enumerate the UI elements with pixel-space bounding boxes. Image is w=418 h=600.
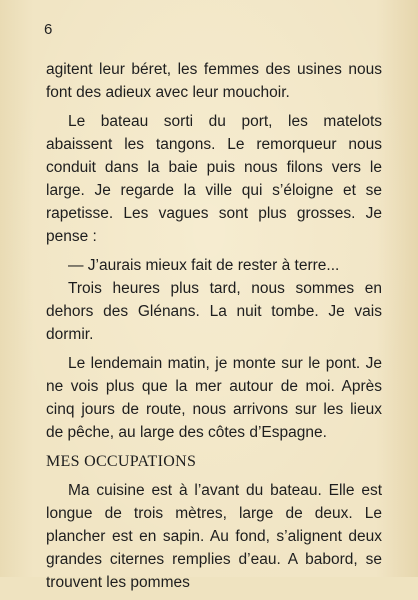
paragraph-continuation: agitent leur béret, les femmes des usines nous font des adieux avec leur mouchoir. [46,61,382,101]
section-heading: MES OCCUPATIONS [46,453,197,470]
body-text [46,58,382,600]
paragraph-glenans: Trois heures plus tard, nous sommes en dehors des Glénans. La nuit tombe. Je vais dormir. [46,280,382,343]
paragraph-next-morning: Le lendemain matin, je monte sur le pont. Je ne vois plus que la mer autour de moi. Après cinq jours de route, nous arrivons sur les lieux de pêche, au large des côtes d’Espagne. [46,355,382,441]
page-number: 6 [44,21,53,38]
paragraph-kitchen: Ma cuisine est à l’avant du bateau. Elle est longue de trois mètres, large de deux. Le plancher est en sapin. Au fond, s’alignent deux grandes citernes remplies d’eau. A babord, se trouvent les pommes [46,482,382,591]
paragraph-departure: Le bateau sorti du port, les matelots abaissent les tangons. Le remorqueur nous conduit dans la baie puis nous filons vers le large. Je regarde la ville qui s’éloigne et se rapetisse. Les vagues sont plus grosses. Je pense : [46,113,382,245]
paragraph-thought: — J’aurais mieux fait de rester à terre... [68,257,340,274]
